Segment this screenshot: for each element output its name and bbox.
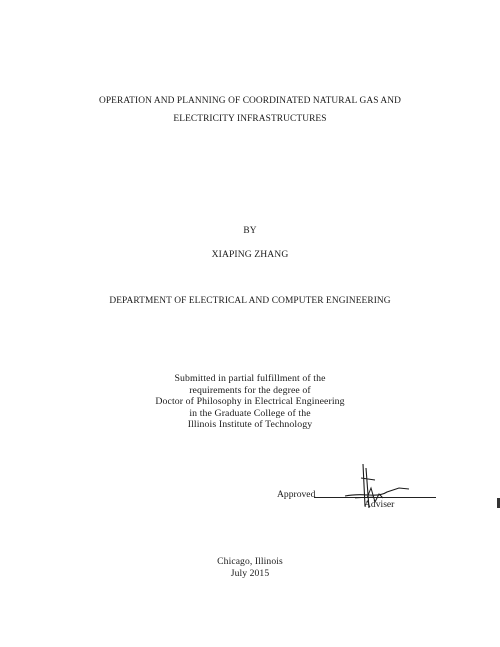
by-label: BY <box>243 226 257 236</box>
thesis-title-line-2: ELECTRICITY INFRASTRUCTURES <box>173 114 327 124</box>
approved-label: Approved <box>277 489 316 500</box>
thesis-title-line-1: OPERATION AND PLANNING OF COORDINATED NATURAL GAS AND <box>98 96 402 106</box>
author-name: XIAPING ZHANG <box>211 249 289 260</box>
date: July 2015 <box>230 568 270 579</box>
submission-line-3: Doctor of Philosophy in Electrical Engineering <box>155 396 345 407</box>
submission-line-1: Submitted in partial fulfillment of the <box>174 373 326 384</box>
submission-line-2: requirements for the degree of <box>189 384 311 396</box>
submission-line-4: in the Graduate College of the <box>189 407 311 419</box>
adviser-label: Adviser <box>364 499 395 510</box>
place: Chicago, Illinois <box>217 556 283 567</box>
submission-line-5: Illinois Institute of Technology <box>187 419 313 430</box>
department-name: DEPARTMENT OF ELECTRICAL AND COMPUTER ENGINEERING <box>109 296 391 306</box>
